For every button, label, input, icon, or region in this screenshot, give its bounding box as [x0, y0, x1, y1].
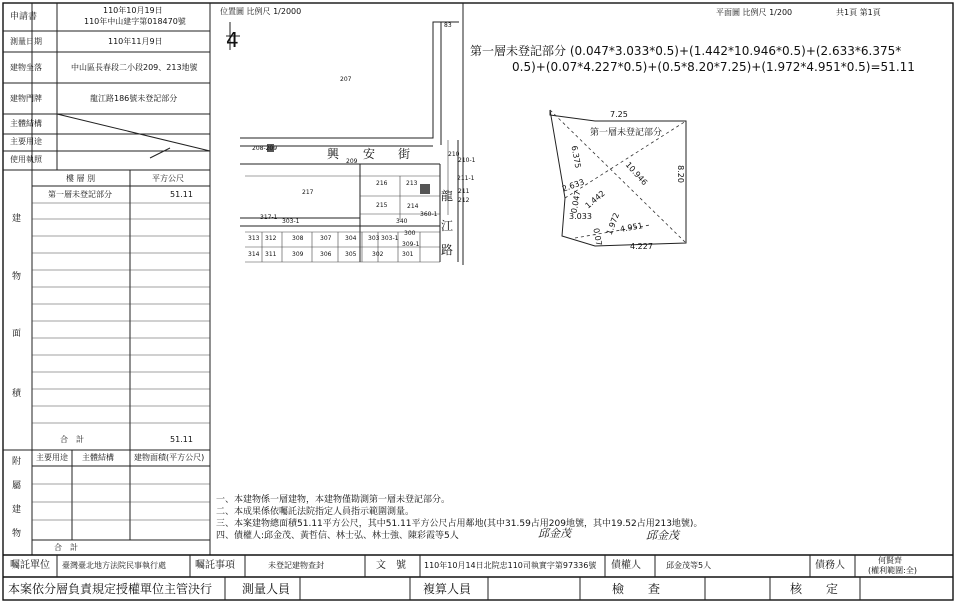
area-total-value: 51.11 [170, 435, 193, 444]
page-info: 共1頁 第1頁 [836, 8, 881, 17]
location-value: 中山區長春段二小段209、213地號 [71, 63, 198, 72]
dim-top: 7.25 [610, 110, 628, 119]
dim-right: 8.20 [675, 165, 685, 183]
road-name-char-1: 龍 [441, 189, 454, 203]
applicant-number: 110年中山建字第018470號 [84, 17, 186, 26]
area-vertical-char-4: 積 [12, 389, 22, 399]
annex-structure-header: 主體結構 [82, 453, 114, 462]
parcel-313: 313 [248, 235, 260, 242]
annex-vertical-char-1: 附 [12, 457, 22, 467]
annex-vertical-char-4: 物 [12, 529, 22, 539]
surveyor-label: 測量人員 [242, 582, 291, 596]
parcel-309-1: 309-1 [402, 241, 420, 248]
road-name-char-3: 路 [441, 243, 454, 257]
debtor-name: 何賢齊 [878, 556, 902, 565]
doorplate-value: 龍江路186號未登記部分 [90, 94, 178, 103]
matter-value: 未登記建物查封 [268, 561, 324, 570]
dim-left-upper: 6.375 [569, 144, 583, 169]
location-label: 建物坐落 [10, 63, 42, 72]
signature-stamp-1: 邱金茂 [538, 527, 571, 540]
dim-2633: 2.633 [560, 177, 586, 194]
parcel-311: 311 [265, 251, 277, 258]
dim-3033: 3.033 [569, 212, 592, 221]
parcel-83: 83 [444, 22, 452, 29]
parcel-340: 340 [396, 218, 408, 225]
check-label: 檢 查 [612, 582, 661, 596]
street-name-char-3: 街 [398, 147, 411, 161]
structure-label: 主體結構 [10, 119, 42, 128]
note-2: 二、本成果係依囑託法院指定人員指示範圍測量。 [216, 507, 415, 517]
parcel-209: 209 [346, 158, 358, 165]
parcel-303-1b: 303-1 [381, 235, 399, 242]
area-formula-line-2: 0.5)+(0.07*4.227*0.5)+(0.5*8.20*7.25)+(1.972*4.951*0.5)=51.11 [512, 60, 915, 74]
annex-vertical-char-3: 建 [12, 505, 22, 515]
parcel-303: 303 [368, 235, 380, 242]
row1-area-value: 51.11 [170, 190, 193, 199]
area-vertical-char-3: 面 [12, 329, 22, 339]
dim-0047: 0.047 [569, 189, 583, 214]
parcel-207: 207 [340, 76, 352, 83]
parcel-305: 305 [345, 251, 357, 258]
annex-total-label: 合 計 [54, 543, 78, 552]
reviewer-label: 複算人員 [423, 582, 472, 596]
debtor-label: 債務人 [815, 560, 845, 571]
doc-number-label: 文 號 [376, 560, 406, 571]
doc-number-value: 110年10月14日北院忠110司執實字第97336號 [424, 561, 597, 570]
plan-region-label: 第一層未登記部分 [590, 128, 663, 138]
parcel-303-1: 303-1 [282, 218, 300, 225]
parcel-360-1: 360-1 [420, 211, 438, 218]
north-arrow-symbol: 4 [226, 28, 239, 52]
parcel-213: 213 [406, 180, 418, 187]
applicant-label: 申請書 [10, 12, 38, 22]
signature-stamp-2: 邱金茂 [646, 529, 679, 542]
parcel-304: 304 [345, 235, 357, 242]
row1-floor-name: 第一層未登記部分 [48, 190, 112, 199]
parcel-312: 312 [265, 235, 277, 242]
parcel-302: 302 [372, 251, 384, 258]
authority-note: 本案依分層負責規定授權單位主管決行 [8, 582, 213, 596]
doorplate-label: 建物門牌 [10, 94, 42, 103]
dim-bottom: 4.227 [630, 242, 653, 251]
area-formula-line-1: 第一層未登記部分 (0.047*3.033*0.5)+(1.442*10.946*0.5)+(2.633*6.375* [470, 44, 902, 58]
location-map [226, 22, 459, 262]
parcel-317-1: 317-1 [260, 214, 278, 221]
plan-caption: 平面圖 比例尺 1/200 [716, 8, 793, 17]
survey-date-label: 測量日期 [10, 37, 42, 46]
dim-diagonal: 10.946 [623, 160, 650, 188]
license-label: 使用執照 [10, 155, 42, 164]
location-map-caption: 位置圖 比例尺 1/2000 [220, 7, 302, 16]
annex-usage-header: 主要用途 [36, 453, 68, 462]
creditor-label: 債權人 [611, 560, 641, 571]
note-4: 四、債權人:邱金茂、黃哲信、林士弘、林士強、陳彩霞等5人 [216, 531, 459, 541]
entrust-label: 囑託單位 [10, 560, 50, 571]
parcel-300: 300 [404, 230, 416, 237]
annex-vertical-char-2: 屬 [12, 481, 22, 491]
parcel-306: 306 [320, 251, 332, 258]
parcel-308: 308 [292, 235, 304, 242]
parcel-307: 307 [320, 235, 332, 242]
matter-label: 囑託事項 [195, 560, 235, 571]
applicant-date: 110年10月19日 [103, 6, 163, 15]
note-1: 一、本建物係一層建物，本建物僅勘測第一層未登記部分。 [216, 495, 451, 505]
parcel-216: 216 [376, 180, 388, 187]
road-name-char-2: 江 [441, 219, 454, 233]
col-sqm-header: 平方公尺 [152, 174, 184, 183]
dim-4951: 4.951 [619, 221, 644, 234]
debtor-rights-scope: (權利範圍:全) [868, 566, 917, 575]
area-total-label: 合 計 [60, 435, 84, 444]
note-3: 三、本案建物總面積51.11平方公尺，其中51.11平方公尺占用鄰地(其中31.59占用209地號，其中19.52占用213地號)。 [216, 519, 703, 529]
annex-area-header: 建物面積(平方公尺) [134, 453, 205, 462]
parcel-208: 208-209 [252, 145, 278, 152]
parcel-309: 309 [292, 251, 304, 258]
usage-label: 主要用途 [10, 137, 42, 146]
parcel-314: 314 [248, 251, 260, 258]
parcel-214: 214 [407, 203, 419, 210]
parcel-210-1: 210-1 [458, 157, 476, 164]
parcel-210: 210 [448, 151, 460, 158]
area-vertical-char-1: 建 [12, 214, 22, 224]
dim-007: 0.07 [591, 227, 604, 247]
approve-label: 核 定 [790, 582, 839, 596]
parcel-301: 301 [402, 251, 414, 258]
parcel-215: 215 [376, 202, 388, 209]
entrust-value: 臺灣臺北地方法院民事執行處 [62, 561, 166, 570]
parcel-212: 212 [458, 197, 470, 204]
creditor-value: 邱金茂等5人 [666, 561, 712, 570]
area-vertical-char-2: 物 [12, 272, 22, 282]
dim-1442: 1.442 [583, 188, 607, 211]
parcel-217: 217 [302, 189, 314, 196]
parcel-211-1: 211-1 [457, 175, 475, 182]
survey-date: 110年11月9日 [108, 37, 163, 46]
parcel-211: 211 [458, 188, 470, 195]
street-name-char-1: 興 [327, 147, 340, 161]
col-floor-header: 樓 層 別 [66, 174, 96, 183]
street-name-char-2: 安 [363, 147, 376, 161]
dim-1972: 1.972 [604, 211, 622, 237]
